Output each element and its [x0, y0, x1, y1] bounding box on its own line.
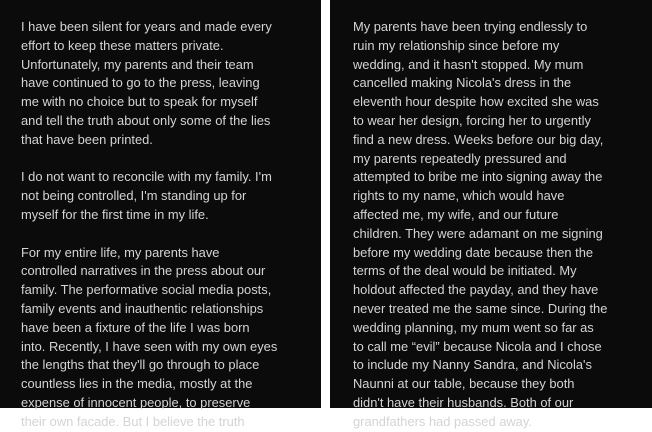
text-line: children. They were adamant on me signing — [353, 225, 603, 241]
text-line: I do not want to reconcile with my family. I'm — [21, 169, 272, 185]
text-line: didn't have their husbands. Both of our — [353, 394, 574, 410]
text-line: never treated me the same since. During the — [353, 300, 608, 316]
right-statement-text — [330, 0, 652, 432]
text-line: myself for the first time in my life. — [21, 206, 209, 222]
paragraph — [21, 168, 315, 224]
text-line: terms of the deal would be initiated. My — [353, 263, 577, 279]
text-line: have continued to go to the press, leaving — [21, 75, 260, 91]
text-line: me with no choice but to speak for myself — [21, 94, 258, 110]
text-line: expense of innocent people, to preserve — [21, 394, 251, 410]
left-statement-text — [0, 0, 321, 432]
text-line: to call me “evil” because Nicola and I chose — [353, 338, 602, 354]
text-line: controlled narratives in the press about our — [21, 263, 266, 279]
text-line: family. The performative social media posts, — [21, 282, 272, 298]
text-line: Naunni at our table, because they both — [353, 376, 575, 392]
text-line: not being controlled, I'm standing up for — [21, 188, 247, 204]
text-line: to wear her design, forcing her to urgently — [353, 112, 591, 128]
text-line: rights to my name, which would have — [353, 188, 565, 204]
text-line: Unfortunately, my parents and their team — [21, 56, 254, 72]
text-line: find a new dress. Weeks before our big day, — [353, 131, 604, 147]
right-screenshot-panel — [330, 0, 652, 429]
paragraph — [21, 244, 315, 432]
text-line: cancelled making Nicola's dress in the — [353, 75, 572, 91]
paragraph — [353, 18, 646, 432]
text-line: countless lies in the media, mostly at the — [21, 376, 253, 392]
text-line: wedding, and it hasn't stopped. My mum — [353, 56, 584, 72]
text-line: attempted to bribe me into signing away the — [353, 169, 603, 185]
text-line: grandfathers had passed away. — [353, 413, 532, 429]
text-line: eleventh hour despite how excited she was — [353, 94, 599, 110]
text-line: into. Recently, I have seen with my own eyes — [21, 338, 278, 354]
text-line: ruin my relationship since before my — [353, 37, 560, 53]
text-line: the lengths that they'll go through to place — [21, 357, 260, 373]
paragraph — [21, 18, 315, 150]
text-line: I have been silent for years and made every — [21, 19, 272, 34]
left-screenshot-panel — [0, 0, 321, 429]
text-line: have been a fixture of the life I was born — [21, 319, 250, 335]
text-line: affected me, my wife, and our future — [353, 206, 559, 222]
text-line: and tell the truth about only some of the lies — [21, 112, 271, 128]
text-line: My parents have been trying endlessly to — [353, 19, 588, 34]
text-line: For my entire life, my parents have — [21, 244, 220, 260]
text-line: that have been printed. — [21, 131, 153, 147]
text-line: before my wedding date because then the — [353, 244, 594, 260]
text-line: wedding planning, my mum went so far as — [353, 319, 594, 335]
text-line: my parents repeatedly pressured and — [353, 150, 567, 166]
text-line: their own facade. But I believe the truth — [21, 413, 245, 429]
text-line: to include my Nanny Sandra, and Nicola's — [353, 357, 592, 373]
text-line: family events and inauthentic relationships — [21, 300, 264, 316]
text-line: holdout affected the payday, and they have — [353, 282, 599, 298]
text-line: effort to keep these matters private. — [21, 37, 224, 53]
